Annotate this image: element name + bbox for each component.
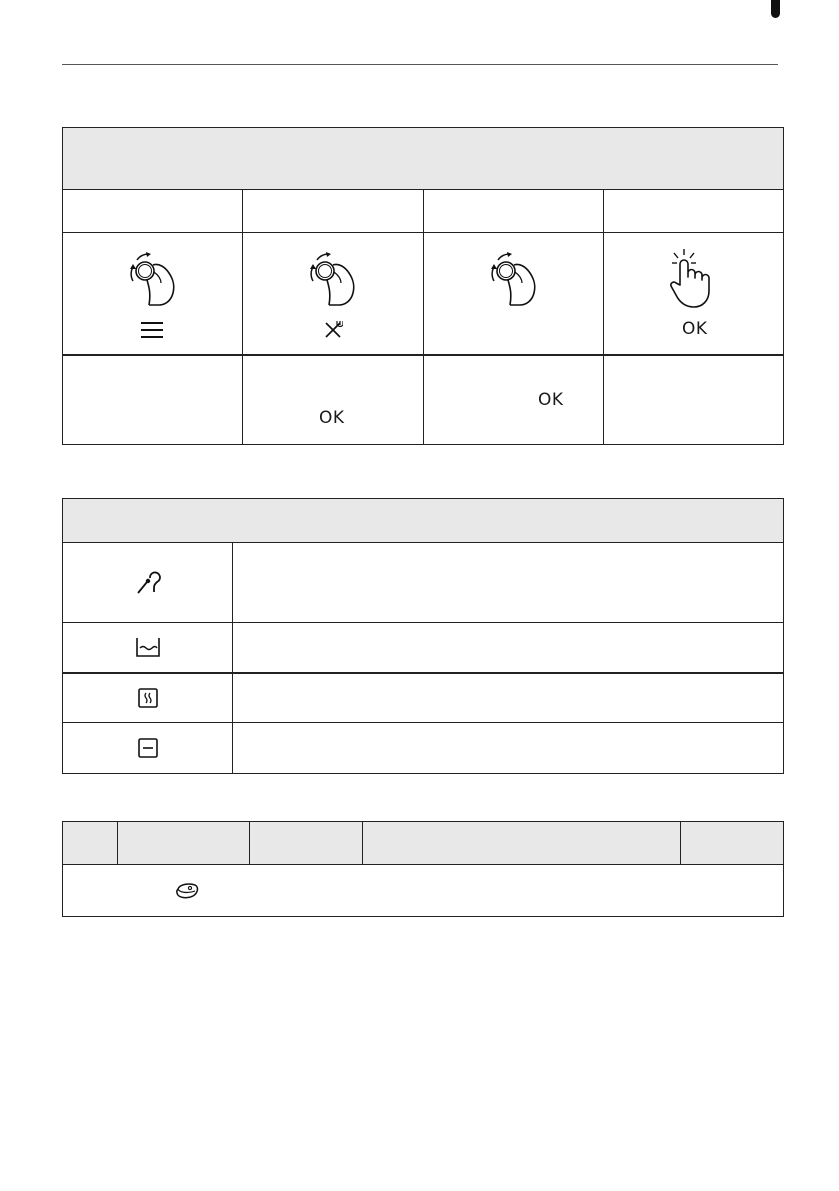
page-edge-mark [771,0,780,18]
food-table [62,821,784,917]
finger-press-icon [668,247,712,309]
step-1-header [63,190,243,233]
step-1-icons [63,233,243,356]
step-1-action [63,355,243,445]
indicator-description [233,623,784,673]
step-3-icons [424,233,604,356]
meat-icon [175,883,199,899]
food-col-4-header [363,822,681,865]
food-col-5-header [681,822,784,865]
step-3-action [424,355,604,445]
ok-label: OK [682,319,708,339]
knob-turn-icon [484,247,544,309]
food-col-3-header [250,822,363,865]
cutlery-icon [323,320,343,340]
step-3-header [424,190,604,233]
menu-icon [141,321,163,339]
indicator-description [233,673,784,723]
knob-turn-icon [303,247,363,309]
step-4-action [604,355,784,445]
step-4-icons [604,233,784,356]
indicators-table [62,498,784,774]
indicator-description [233,543,784,623]
step-2-header [243,190,424,233]
indicator-cell [63,543,233,623]
ok-label: OK [319,408,345,428]
steps-table [62,127,784,445]
indicator-cell [63,673,233,723]
step-2-action [243,355,424,445]
tray-level-icon [137,737,159,759]
steam-heating-icon [137,687,159,709]
steps-table-title [63,128,784,190]
knob-turn-icon [123,247,183,309]
water-tank-icon [135,636,161,658]
header-rule [62,64,778,65]
food-category-row [63,865,784,917]
ok-label: OK [538,390,564,410]
food-col-1-header [63,822,118,865]
indicator-cell [63,623,233,673]
indicator-description [233,723,784,774]
food-sensor-icon [135,570,161,596]
indicator-cell [63,723,233,774]
step-4-header [604,190,784,233]
step-2-icons [243,233,424,356]
indicators-table-title [63,499,784,543]
food-col-2-header [118,822,250,865]
